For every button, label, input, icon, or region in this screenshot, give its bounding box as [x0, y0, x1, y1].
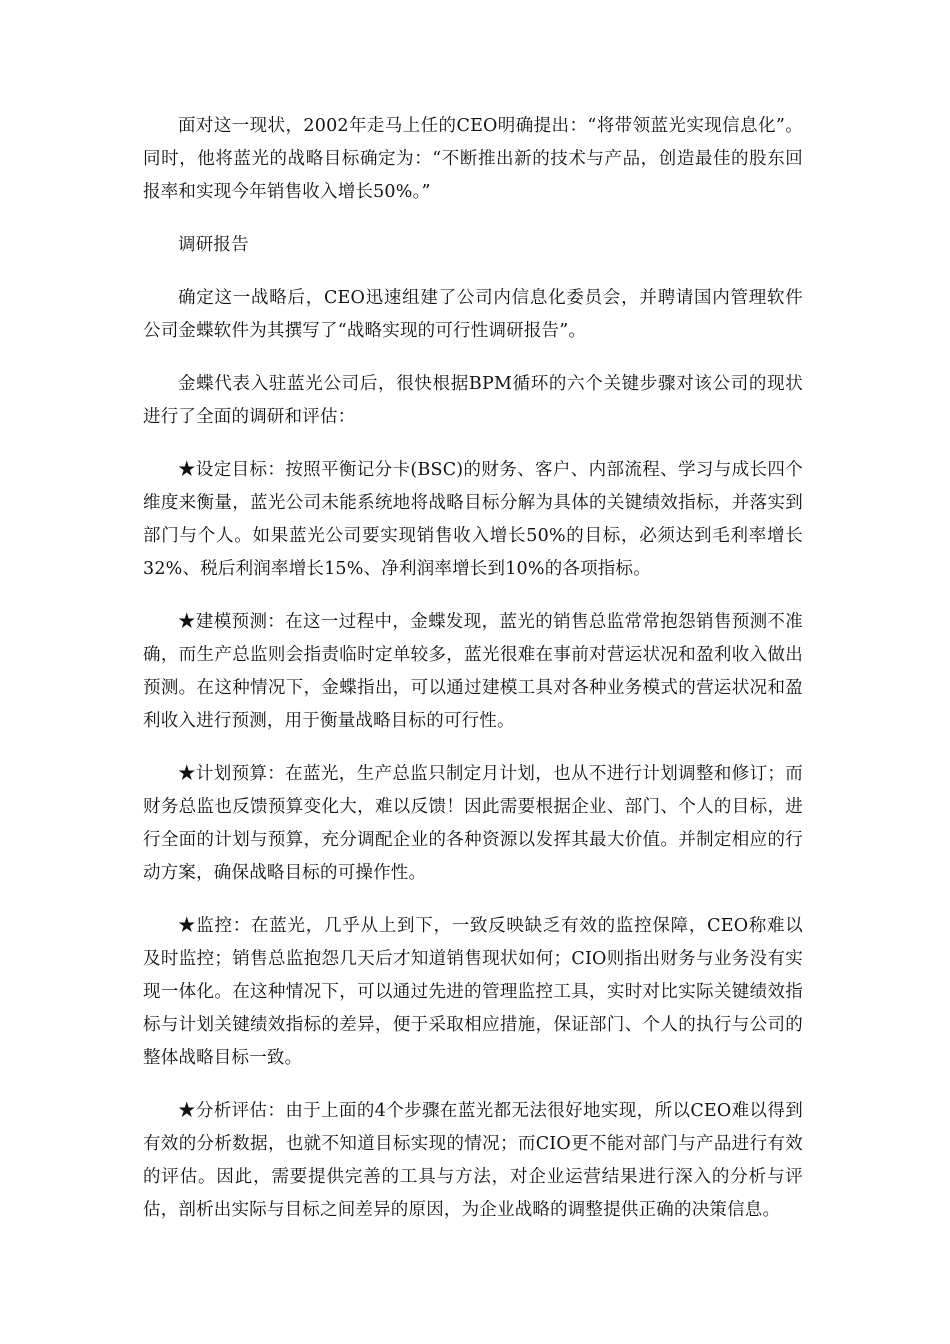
- document-body: [143, 110, 803, 1247]
- section-heading-research-report: 调研报告: [178, 235, 249, 255]
- paragraph-analysis-evaluation: ★分析评估：由于上面的4个步骤在蓝光都无法很好地实现，所以CEO难以得到有效的分析数据，也就不知道目标实现的情况；而CIO更不能对部门与产品进行有效的评估。因此，需要提供完善的工具与方法，对企业运营结果进行深入的分析与评估，剖析出实际与目标之间差异的原因，为企业战略的调整提供正确的决策信息。: [143, 1101, 803, 1220]
- paragraph-kingdee-assessment: 金蝶代表入驻蓝光公司后，很快根据BPM循环的六个关键步骤对该公司的现状进行了全面的调研和评估：: [143, 374, 803, 427]
- paragraph-ceo-goal: 面对这一现状，2002年走马上任的CEO明确提出：“将带领蓝光实现信息化”。同时，他将蓝光的战略目标确定为：“不断推出新的技术与产品，创造最佳的股东回报率和实现今年销售收入增长50%。”: [143, 116, 803, 202]
- paragraph-planning-budget: ★计划预算：在蓝光，生产总监只制定月计划，也从不进行计划调整和修订；而财务总监也反馈预算变化大，难以反馈！因此需要根据企业、部门、个人的目标，进行全面的计划与预算，充分调配企业的各种资源以发挥其最大价值。并制定相应的行动方案，确保战略目标的可操作性。: [143, 764, 803, 883]
- paragraph-monitoring: ★监控：在蓝光，几乎从上到下，一致反映缺乏有效的监控保障，CEO称难以及时监控；销售总监抱怨几天后才知道销售现状如何；CIO则指出财务与业务没有实现一体化。在这种情况下，可以通过先进的管理监控工具，实时对比实际关键绩效指标与计划关键绩效指标的差异，便于采取相应措施，保证部门、个人的执行与公司的整体战略目标一致。: [143, 916, 803, 1068]
- paragraph-committee: 确定这一战略后，CEO迅速组建了公司内信息化委员会，并聘请国内管理软件公司金蝶软件为其撰写了“战略实现的可行性调研报告”。: [143, 288, 803, 341]
- paragraph-set-goals: ★设定目标：按照平衡记分卡(BSC)的财务、客户、内部流程、学习与成长四个维度来衡量，蓝光公司未能系统地将战略目标分解为具体的关键绩效指标，并落实到部门与个人。如果蓝光公司要实现销售收入增长50%的目标，必须达到毛利率增长32%、税后利润率增长15%、净利润率增长到10%的各项指标。: [143, 460, 803, 579]
- paragraph-modeling-forecast: ★建模预测：在这一过程中，金蝶发现，蓝光的销售总监常常抱怨销售预测不准确，而生产总监则会指责临时定单较多，蓝光很难在事前对营运状况和盈利收入做出预测。在这种情况下，金蝶指出，可以通过建模工具对各种业务模式的营运状况和盈利收入进行预测，用于衡量战略目标的可行性。: [143, 612, 803, 731]
